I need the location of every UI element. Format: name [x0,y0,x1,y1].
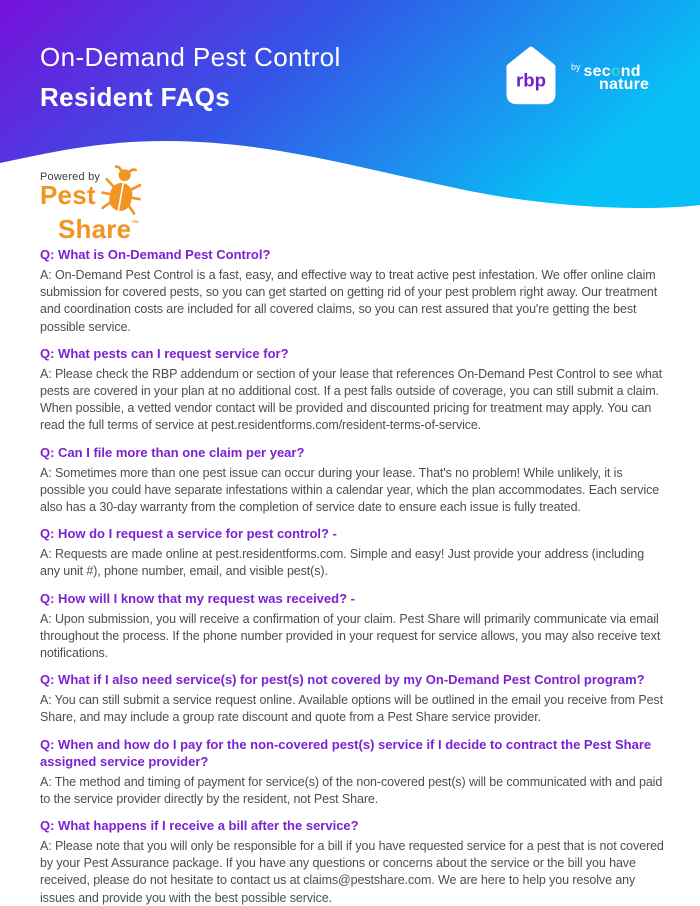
faq-question: Q: What is On-Demand Pest Control? [40,247,271,262]
faq-item [40,817,664,906]
rbp-house-icon [500,45,562,107]
second-word: second [583,63,641,80]
page-title [40,42,341,113]
faq-item [40,590,664,663]
pest-share-logo [40,171,139,246]
faq-answer: A: The method and timing of payment for service(s) of the non-covered pest(s) will be communicated with and paid to the service provider directly by the resident, not Pest Share. [40,774,663,806]
faq-answer: A: On-Demand Pest Control is a fast, easy, and effective way to treat active pest infestation. We offer online claim submission for covered pests, so you can get started on getting rid of your pest problem right away. Our treatment and coordination costs are included for all covered claims, so you can rest assured that you're getting the best possible service. [40,268,658,334]
rbp-wordmark: rbp [516,69,546,91]
powered-by-label: Powered by [40,171,101,183]
faq-question: Q: How will I know that my request was received? - [40,590,355,606]
nature-word: nature [599,76,650,93]
faq-item [40,736,664,808]
faq-item [40,671,664,726]
faq-question: Q: What happens if I receive a bill after the service? [40,818,359,834]
faq-answer: A: Upon submission, you will receive a confirmation of your claim. Pest Share will primarily communicate via email throughout the process. If the phone number provided in your request for service allows, you may also receive text notifications. [40,611,661,661]
rbp-second-nature-logo [500,45,649,107]
faq-item [40,525,664,580]
page-title-line2: Resident FAQs [40,82,231,112]
faq-question: Q: When and how do I pay for the non-covered pest(s) service if I decide to contract the Pest Share assigned service provider? [40,736,652,769]
faq-question: Q: Can I file more than one claim per year? [40,444,305,460]
by-label: by [571,62,581,72]
bug-icon [98,162,146,218]
second-nature-wordmark [571,60,649,92]
pest-word: Pest [40,180,96,210]
faq-answer: A: You can still submit a service request online. Available options will be outlined in the email you receive from Pest Share, and may include a group rate discount and quote from a Pest Share service provider. [40,693,663,725]
faq-question: Q: What if I also need service(s) for pest(s) not covered by my On-Demand Pest Control program? [40,672,645,688]
faq-answer: A: Please note that you will only be responsible for a bill if you have requested service for a pest that is not covered by your Pest Assurance package. If you have any questions or concerns about the service or the bill you have received, please do not hesitate to contact us at claims@pestshare.com. We are here to help you resolve any issues and provide you with the best possible service. [40,839,664,905]
faq-list [40,246,664,906]
faq-answer: A: Requests are made online at pest.residentforms.com. Simple and easy! Just provide your address (including any unit #), phone number, email, and visible pest(s). [40,547,645,579]
faq-question: Q: How do I request a service for pest control? - [40,526,337,542]
trademark-symbol: ™ [131,219,140,228]
faq-item [40,246,664,336]
faq-question: Q: What pests can I request service for? [40,345,289,361]
page-title-line1: On-Demand Pest Control [40,42,341,72]
faq-item [40,444,664,517]
share-word: Share [58,214,132,244]
faq-answer: A: Sometimes more than one pest issue can occur during your lease. That's no problem! While unlikely, it is possible you could have separate infestations within a calendar year, which the plan accommodates. Each service also has a 30-day warranty from the completion of service date to ensure each issue is fully treated. [40,465,660,515]
faq-item [40,345,664,435]
faq-answer: A: Please check the RBP addendum or section of your lease that references On-Demand Pest Control to see what pests are covered in your plan at no additional cost. If a pest falls outside of coverage, you can still submit a claim. When possible, a vetted vendor contact will be provided and discounted pricing for treatment may apply. You can read the full terms of service at pest.residentforms.com/resident-terms-of-service. [40,366,662,433]
